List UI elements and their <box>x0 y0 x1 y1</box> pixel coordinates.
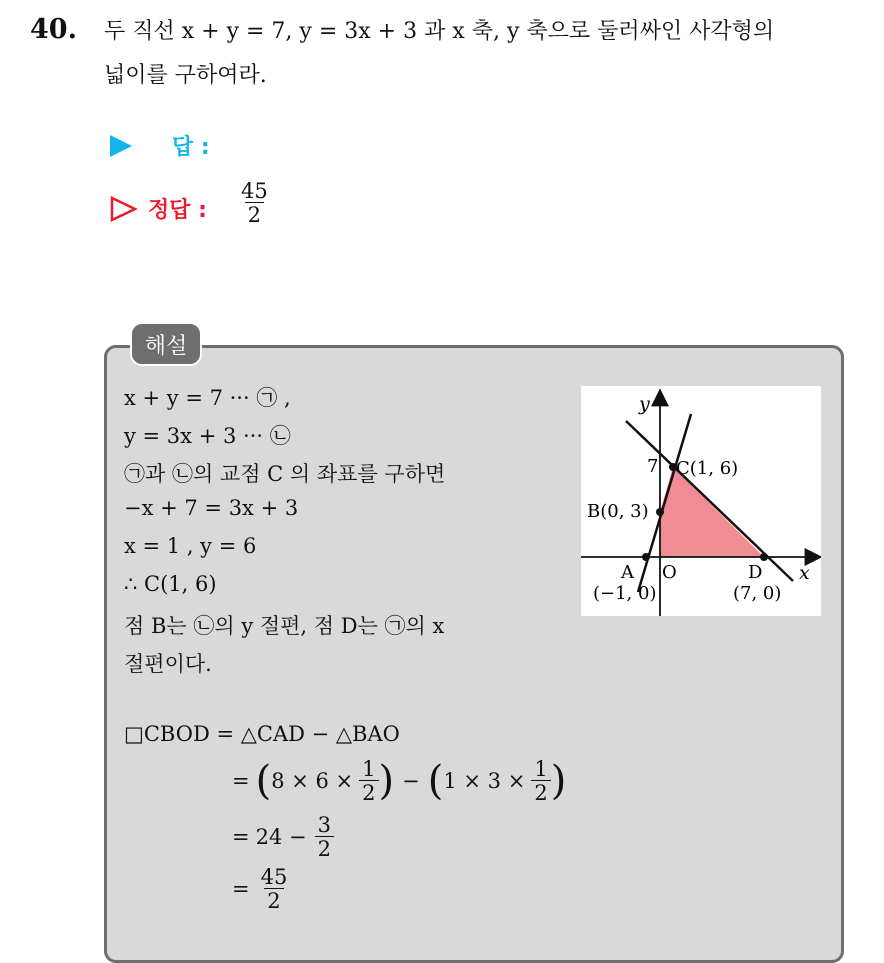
calc-result-den: 2 <box>264 888 283 912</box>
solution-line-6: ∴ C(1, 6) <box>124 572 217 596</box>
point-d-coord: (7, 0) <box>733 583 782 604</box>
calc-line-2 <box>232 814 334 860</box>
calc-half-den: 2 <box>359 780 378 804</box>
question-number: 40. <box>30 14 77 45</box>
point-a-dot <box>642 553 650 561</box>
calc-equals-2: = <box>232 825 250 850</box>
point-d-dot <box>760 553 768 561</box>
solution-line-7: 점 B는 ㉡의 y 절편, 점 D는 ㉠의 x <box>124 614 445 638</box>
calc-half-num: 1 <box>362 757 376 781</box>
calc-half-num-2: 1 <box>534 757 548 781</box>
shaded-region-cbod <box>660 467 764 557</box>
calc-equals: = <box>232 769 250 794</box>
point-b-dot <box>656 508 664 516</box>
calc-line-3 <box>232 866 290 912</box>
calc-half-den-2: 2 <box>531 780 550 804</box>
question-text-line1: 두 직선 x + y = 7, y = 3x + 3 과 x 축, y 축으로 둘러싸인 사각형의 <box>104 19 775 44</box>
calc-24-minus: 24 − <box>255 825 307 850</box>
solution-tag: 해설 <box>130 322 202 366</box>
solution-line-8: 절편이다. <box>124 652 212 676</box>
calc-result-num: 45 <box>260 865 288 889</box>
solution-line-3: ㉠과 ㉡의 교점 C 의 좌표를 구하면 <box>124 462 446 486</box>
calc-line-1: = ( 8 × 6 × $\frac{1}{2}$ ) − ( 1 × 3 × $\frac{1}{2}$ ) <box>232 757 567 806</box>
point-c-label: C(1, 6) <box>676 458 739 479</box>
correct-answer-numerator: 45 <box>241 179 268 203</box>
calc-term-2: 1 × 3 × <box>443 769 526 794</box>
calc-minus: − <box>402 769 420 794</box>
calc-3-den: 2 <box>315 836 334 860</box>
correct-answer-fraction <box>238 180 271 226</box>
solution-line-2: y = 3x + 3 ··· ㉡ <box>124 424 291 448</box>
point-a-coord: (−1, 0) <box>593 583 657 604</box>
correct-answer-outline-triangle-icon <box>110 196 138 222</box>
solution-line-4: −x + 7 = 3x + 3 <box>124 496 299 520</box>
answer-play-icon <box>110 135 132 157</box>
point-a-label: A <box>621 562 634 583</box>
solution-line-1: x + y = 7 ··· ㉠ , <box>124 386 291 410</box>
calc-line-0: □CBOD = △CAD − △BAO <box>124 722 400 746</box>
tick-7-label: 7 <box>647 456 659 477</box>
question-text-line2: 넓이를 구하여라. <box>104 63 267 88</box>
x-axis-label: x <box>799 562 810 584</box>
calc-term-1: 8 × 6 × <box>271 769 354 794</box>
point-b-label: B(0, 3) <box>587 501 649 522</box>
point-d-label: D <box>748 562 763 583</box>
solution-line-5: x = 1 , y = 6 <box>124 534 257 558</box>
answer-label: 답 : <box>172 135 210 160</box>
correct-answer-label: 정답 : <box>148 198 207 223</box>
coordinate-graph <box>581 386 821 616</box>
calc-3-num: 3 <box>317 813 331 837</box>
calc-equals-3: = <box>232 877 250 902</box>
correct-answer-denominator: 2 <box>245 202 264 226</box>
origin-label: O <box>662 562 677 583</box>
y-axis-label: y <box>639 393 650 415</box>
